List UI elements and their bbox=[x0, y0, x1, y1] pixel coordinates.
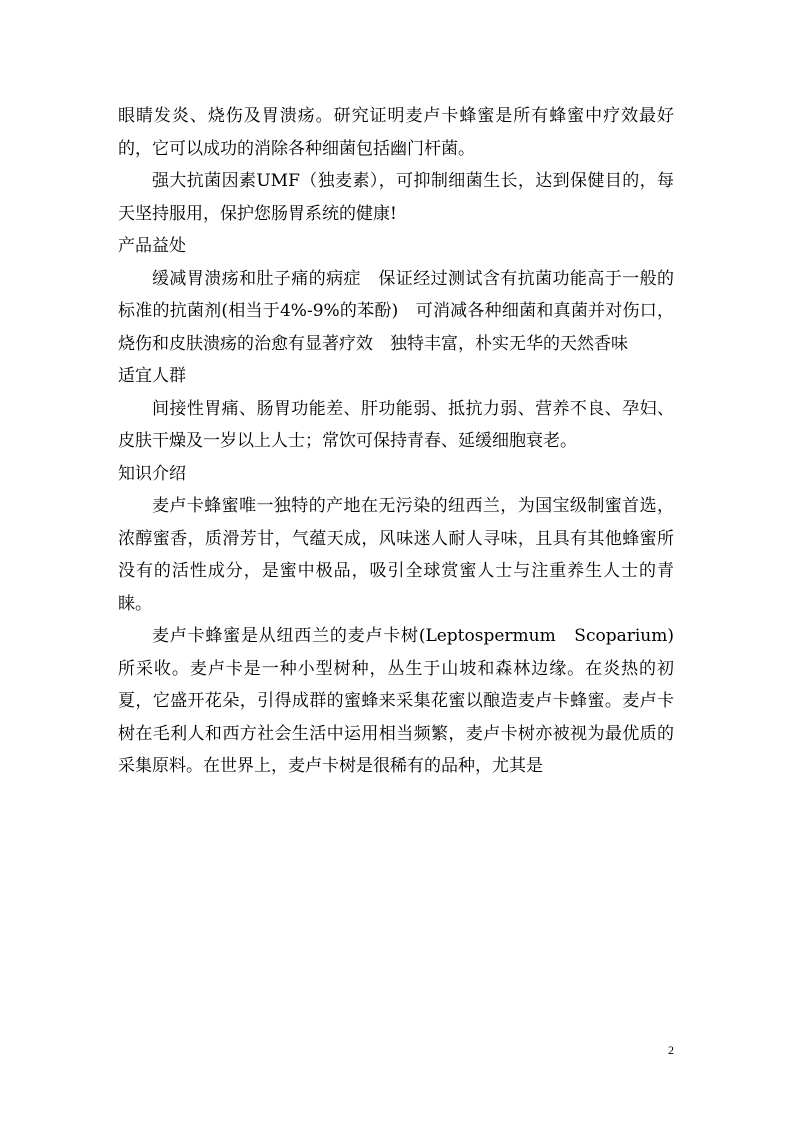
paragraph-knowledge-origin: 麦卢卡蜂蜜唯一独特的产地在无污染的纽西兰，为国宝级制蜜首选，浓醇蜜香，质滑芳甘，气蕴天成，风味迷人耐人寻味，且具有其他蜂蜜所没有的活性成分，是蜜中极品，吸引全球赏蜜人士与注重养生人士的青睐。 bbox=[118, 496, 674, 614]
heading-suitable-people: 适宜人群 bbox=[118, 366, 186, 386]
paragraph-benefits: 缓减胃溃疡和肚子痛的病症 保证经过测试含有抗菌功能高于一般的标准的抗菌剂(相当于4%-9%的苯酚) 可消减各种细菌和真菌并对伤口，烧伤和皮肤溃疡的治愈有显著疗效 独特丰富，朴实无华的天然香味 bbox=[118, 268, 674, 354]
heading-benefits: 产品益处 bbox=[118, 236, 186, 256]
paragraph-intro: 眼睛发炎、烧伤及胃溃疡。研究证明麦卢卡蜂蜜是所有蜂蜜中疗效最好的，它可以成功的消除各种细菌包括幽门杆菌。 bbox=[118, 106, 674, 159]
page-number: 2 bbox=[668, 1043, 674, 1057]
paragraph-knowledge-tree: 麦卢卡蜂蜜是从纽西兰的麦卢卡树(Leptospermum Scoparium)所采收。麦卢卡是一种小型树种，丛生于山坡和森林边缘。在炎热的初夏，它盛开花朵，引得成群的蜜蜂来采集花蜜以酿造麦卢卡蜂蜜。麦卢卡树在毛利人和西方社会生活中运用相当频繁，麦卢卡树亦被视为最优质的采集原料。在世界上，麦卢卡树是很稀有的品种，尤其是 bbox=[118, 626, 674, 776]
document-body bbox=[118, 100, 674, 783]
paragraph-suitable-people: 间接性胃痛、肠胃功能差、肝功能弱、抵抗力弱、营养不良、孕妇、皮肤干燥及一岁以上人士；常饮可保持青春、延缓细胞衰老。 bbox=[118, 398, 674, 451]
heading-knowledge: 知识介绍 bbox=[118, 463, 186, 484]
paragraph-umf: 强大抗菌因素UMF（独麦素），可抑制细菌生长，达到保健目的，每天坚持服用，保护您肠胃系统的健康! bbox=[118, 171, 674, 224]
